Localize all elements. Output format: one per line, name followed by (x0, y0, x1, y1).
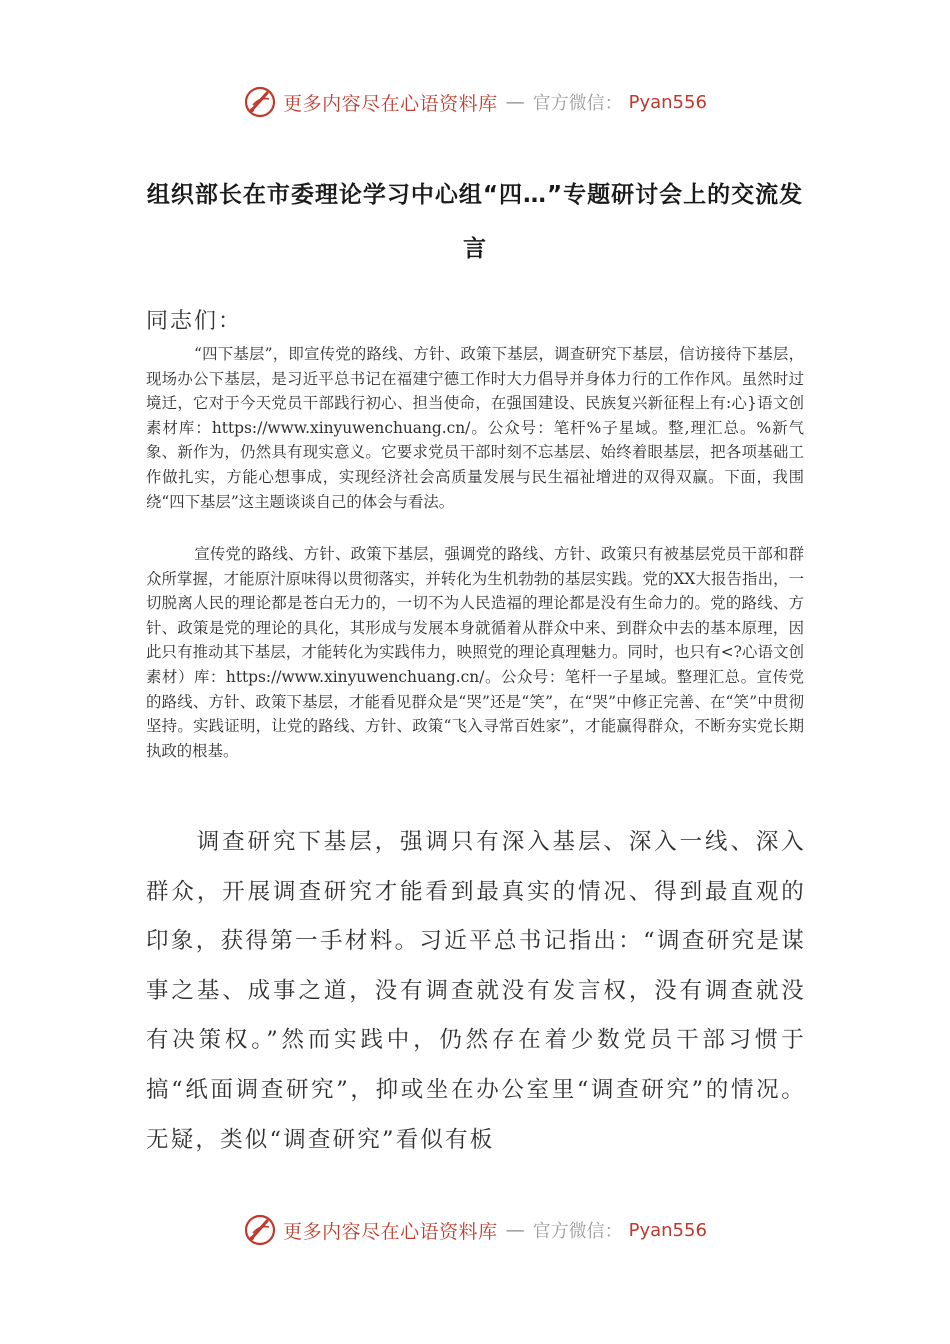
salutation: 同志们： (146, 309, 243, 334)
document-title: 组织部长在市委理论学习中心组“四…”专题研讨会上的交流发言 (146, 182, 804, 262)
banner-tag: 官方微信： (532, 1221, 623, 1242)
banner-wechat-id: Pyan556 (628, 91, 707, 113)
paragraph-2 (146, 542, 804, 763)
header-watermark-banner (0, 82, 950, 122)
banner-dash: — (505, 91, 525, 113)
paragraph-2-text: 宣传党的路线、方针、政策下基层，强调党的路线、方针、政策只有被基层党员干部和群众所掌握，才能原汁原味得以贯彻落实，并转化为生机勃勃的基层实践。党的XX大报告指出，一切脱离人民的理论都是苍白无力的，一切不为人民造福的理论都是没有生命力的。党的路线、方针、政策是党的理论的具化，其形成与发展本身就循着从群众中来、到群众中去的基本原理，因此只有推动其下基层，才能转化为实践伟力，映照党的理论真理魅力。同时，也只有<?心语文创素材）库：https://www.xinyuwenchuang.cn/。公众号：笔杆一子星域。整理汇总。宣传党的路线、方针、政策下基层，才能看见群众是“哭”还是“笑”，在“哭”中修正完善、在“笑”中贯彻坚持。实践证明，让党的路线、方针、政策“飞入寻常百姓家”，才能赢得群众，不断夯实党长期执政的根基。 (146, 545, 804, 760)
banner-content (243, 1213, 707, 1247)
banner-content (243, 85, 707, 119)
banner-tag: 官方微信： (532, 93, 623, 114)
paragraph-1 (146, 342, 804, 514)
banner-dash: — (505, 1219, 525, 1241)
footer-watermark-banner (0, 1210, 950, 1250)
pen-circle-logo-icon (243, 85, 277, 119)
pen-circle-logo-icon (243, 1213, 277, 1247)
banner-text: 更多内容尽在心语资料库 (283, 1220, 498, 1243)
banner-text: 更多内容尽在心语资料库 (283, 92, 498, 115)
paragraph-1-text: “四下基层”，即宣传党的路线、方针、政策下基层，调查研究下基层，信访接待下基层，现场办公下基层，是习近平总书记在福建宁德工作时大力倡导并身体力行的工作作风。虽然时过境迁，它对于今天党员干部践行初心、担当使命，在强国建设、民族复兴新征程上有:心}语文创素材库：https://www.xinyuwenchuang.cn/。公众号：笔杆%子星域。整,理汇总。%新气象、新作为，仍然具有现实意义。它要求党员干部时刻不忘基层、始终着眼基层，把各项基础工作做扎实，方能心想事成，实现经济社会高质量发展与民生福祉增进的双得双赢。下面，我围绕“四下基层”这主题谈谈自己的体会与看法。 (146, 345, 804, 511)
paragraph-3 (146, 818, 806, 1165)
paragraph-3-text: 调查研究下基层，强调只有深入基层、深入一线、深入群众，开展调查研究才能看到最真实的情况、得到最直观的印象，获得第一手材料。习近平总书记指出：“调查研究是谋事之基、成事之道，没有调查就没有发言权，没有调查就没有决策权。”然而实践中，仍然存在着少数党员干部习惯于搞“纸面调查研究”，抑或坐在办公室里“调查研究”的情况。无疑，类似“调查研究”看似有板 (146, 829, 806, 1153)
banner-wechat-id: Pyan556 (628, 1219, 707, 1241)
